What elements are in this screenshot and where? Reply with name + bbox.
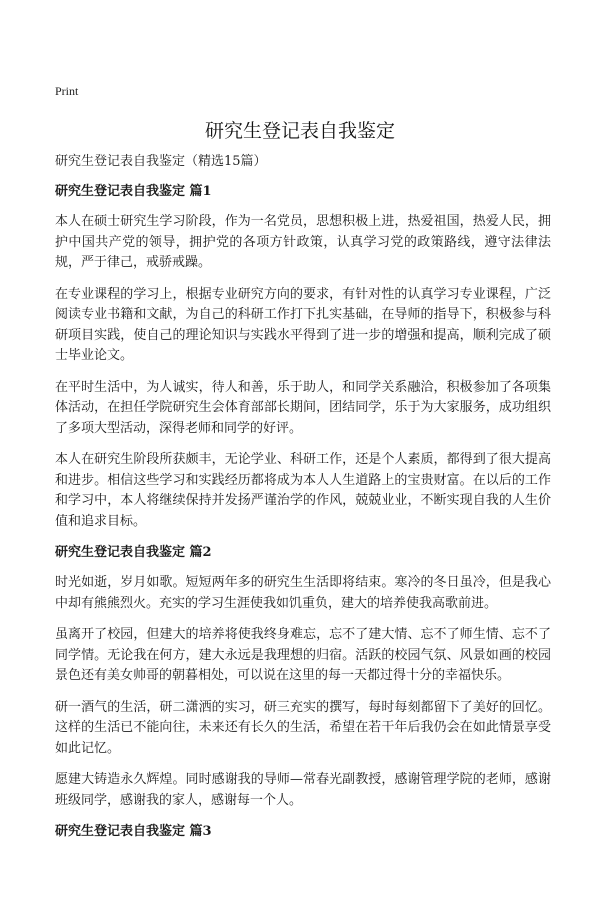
section-paragraph: 在平时生活中，为人诚实，待人和善，乐于助人，和同学关系融洽，积极参加了各项集体活动，在担任学院研究生会体育部部长期间，团结同学，乐于为大家服务，成功组织了多项大型活动，深得老师和同学的好评。 xyxy=(55,379,551,436)
section-heading: 研究生登记表自我鉴定 篇3 xyxy=(55,824,212,839)
section-paragraph: 在专业课程的学习上，根据专业研究方向的要求，有针对性的认真学习专业课程，广泛阅读专业书籍和文献，为自己的科研工作打下扎实基础，在导师的指导下，积极参与科研项目实践，使自己的理论知识与实践水平得到了进一步的增强和提高，顺利完成了硕士毕业论文。 xyxy=(55,286,551,363)
section-paragraph: 愿建大铸造永久辉煌。同时感谢我的导师—常春光副教授，感谢管理学院的老师，感谢班级同学，感谢我的家人，感谢每一个人。 xyxy=(55,772,551,808)
section-paragraph: 虽离开了校园，但建大的培养将使我终身难忘，忘不了建大情、忘不了师生情、忘不了同学情。无论我在何方，建大永远是我理想的归宿。活跃的校园气氛、风景如画的校园景色还有美女帅哥的朝暮相处，可以说在这里的每一天都过得十分的幸福快乐。 xyxy=(55,627,551,683)
section-paragraph: 时光如逝，岁月如歌。短短两年多的研究生生活即将结束。寒冷的冬日虽冷，但是我心中却有熊熊烈火。充实的学习生涯使我如饥重负，建大的培养使我高歌前进。 xyxy=(55,575,551,611)
section-heading: 研究生登记表自我鉴定 篇2 xyxy=(55,545,212,560)
document-body xyxy=(55,152,551,852)
page-title: 研究生登记表自我鉴定 xyxy=(204,120,395,142)
section-paragraph: 研一酒气的生活，研二潇洒的实习，研三充实的撰写，每时每刻都留下了美好的回忆。这样的生活已不能向往，未来还有长久的生活，希望在若干年后我仍会在如此情景享受如此记忆。 xyxy=(55,699,551,756)
section-2 xyxy=(55,543,551,811)
document-subtitle: 研究生登记表自我鉴定（精选15篇） xyxy=(55,154,267,169)
section-paragraph: 本人在研究生阶段所获颇丰，无论学业、科研工作，还是个人素质，都得到了很大提高和进步。相信这些学习和实践经历都将成为本人人生道路上的宝贵财富。在以后的工作和学习中，本人将继续保持并发扬严谨治学的作风，兢兢业业，不断实现自我的人生价值和追求目标。 xyxy=(55,452,551,529)
section-paragraph: 本人在硕士研究生学习阶段，作为一名党员，思想积极上进，热爱祖国，热爱人民，拥护中国共产党的领导，拥护党的各项方针政策，认真学习党的政策路线，遵守法律法规，严于律己，戒骄戒躁。 xyxy=(55,214,551,270)
section-heading: 研究生登记表自我鉴定 篇1 xyxy=(55,184,212,199)
section-3 xyxy=(55,822,551,842)
print-link[interactable]: Print xyxy=(55,84,79,98)
section-1 xyxy=(55,182,551,532)
